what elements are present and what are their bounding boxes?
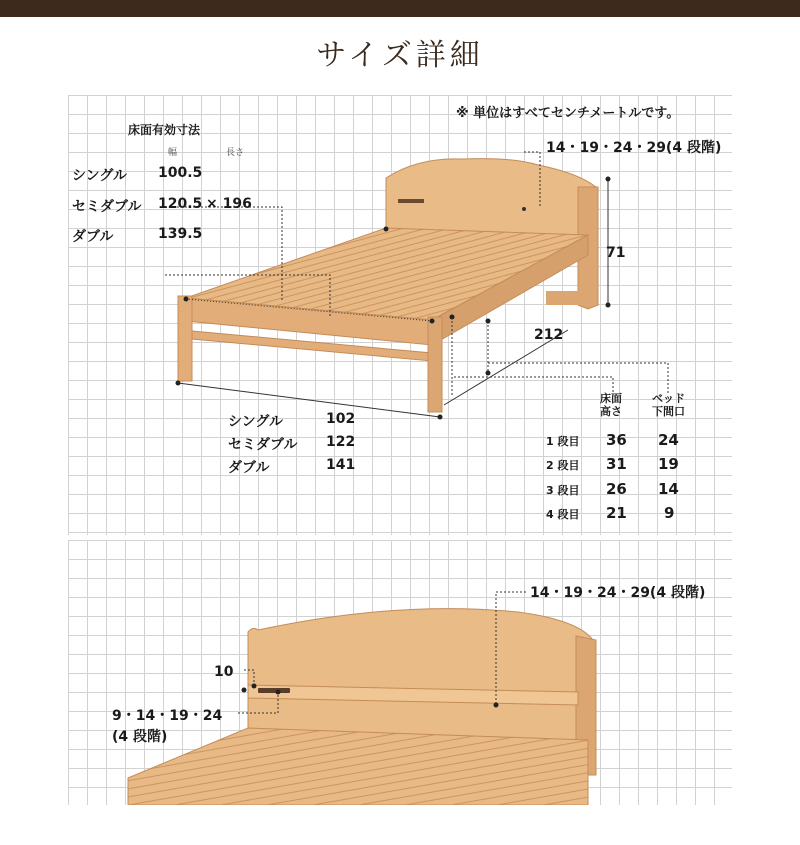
outer-row-value: 102 <box>326 411 356 427</box>
level-table-col-under: ベッド 下間口 <box>652 392 685 418</box>
total-length-label: 212 <box>534 327 564 343</box>
headboard-levels-label: 14・19・24・29(4 段階) <box>546 140 722 156</box>
bed-illustration <box>68 95 732 535</box>
outer-row-name: ダブル <box>228 460 270 476</box>
headboard-shelf <box>398 199 424 203</box>
floor-row-name: ダブル <box>72 229 114 245</box>
floor-row-width: 120.5 <box>158 196 203 212</box>
level-row-label: 3 段目 <box>546 484 580 497</box>
level-row-under: 19 <box>658 455 679 473</box>
level-row-floor: 26 <box>606 480 627 498</box>
level-table-col-floor: 床面 高さ <box>600 392 622 418</box>
outer-row-name: セミダブル <box>228 437 298 453</box>
floor-length-value: × 196 <box>206 196 252 212</box>
floor-row-name: シングル <box>72 168 127 184</box>
level-row-label: 2 段目 <box>546 459 580 472</box>
outer-row-value: 141 <box>326 457 356 473</box>
detail-top-levels-label: 14・19・24・29(4 段階) <box>530 585 706 601</box>
floor-table-heading: 床面有効寸法 <box>128 123 201 137</box>
level-row-floor: 36 <box>606 431 627 449</box>
headboard-detail-illustration <box>68 540 732 805</box>
floor-row-width: 100.5 <box>158 165 203 181</box>
floor-row-width: 139.5 <box>158 226 203 242</box>
bed-size-panel <box>68 95 732 535</box>
headboard-detail-panel <box>68 540 732 805</box>
floor-row-name: セミダブル <box>72 199 142 215</box>
level-row-under: 9 <box>664 504 675 522</box>
level-row-floor: 31 <box>606 455 627 473</box>
shelf-thickness-label: 10 <box>214 664 234 680</box>
level-row-label: 1 段目 <box>546 435 580 448</box>
floor-table-col-width: 幅 <box>168 148 178 158</box>
headboard <box>386 159 596 235</box>
shelf-levels-label: 9・14・19・24 <box>112 708 223 724</box>
floor-table-col-length: 長さ <box>226 148 245 158</box>
unit-note: ※ 単位はすべてセンチメートルです。 <box>456 106 680 121</box>
outer-row-value: 122 <box>326 434 356 450</box>
outer-row-name: シングル <box>228 414 283 430</box>
total-height-label: 71 <box>606 245 626 261</box>
level-row-label: 4 段目 <box>546 508 580 521</box>
level-row-under: 24 <box>658 431 679 449</box>
shelf-levels-note: (4 段階) <box>112 729 168 745</box>
page-title: サイズ詳細 <box>316 38 484 73</box>
level-row-under: 14 <box>658 480 679 498</box>
level-row-floor: 21 <box>606 504 627 522</box>
top-bar <box>0 0 800 17</box>
